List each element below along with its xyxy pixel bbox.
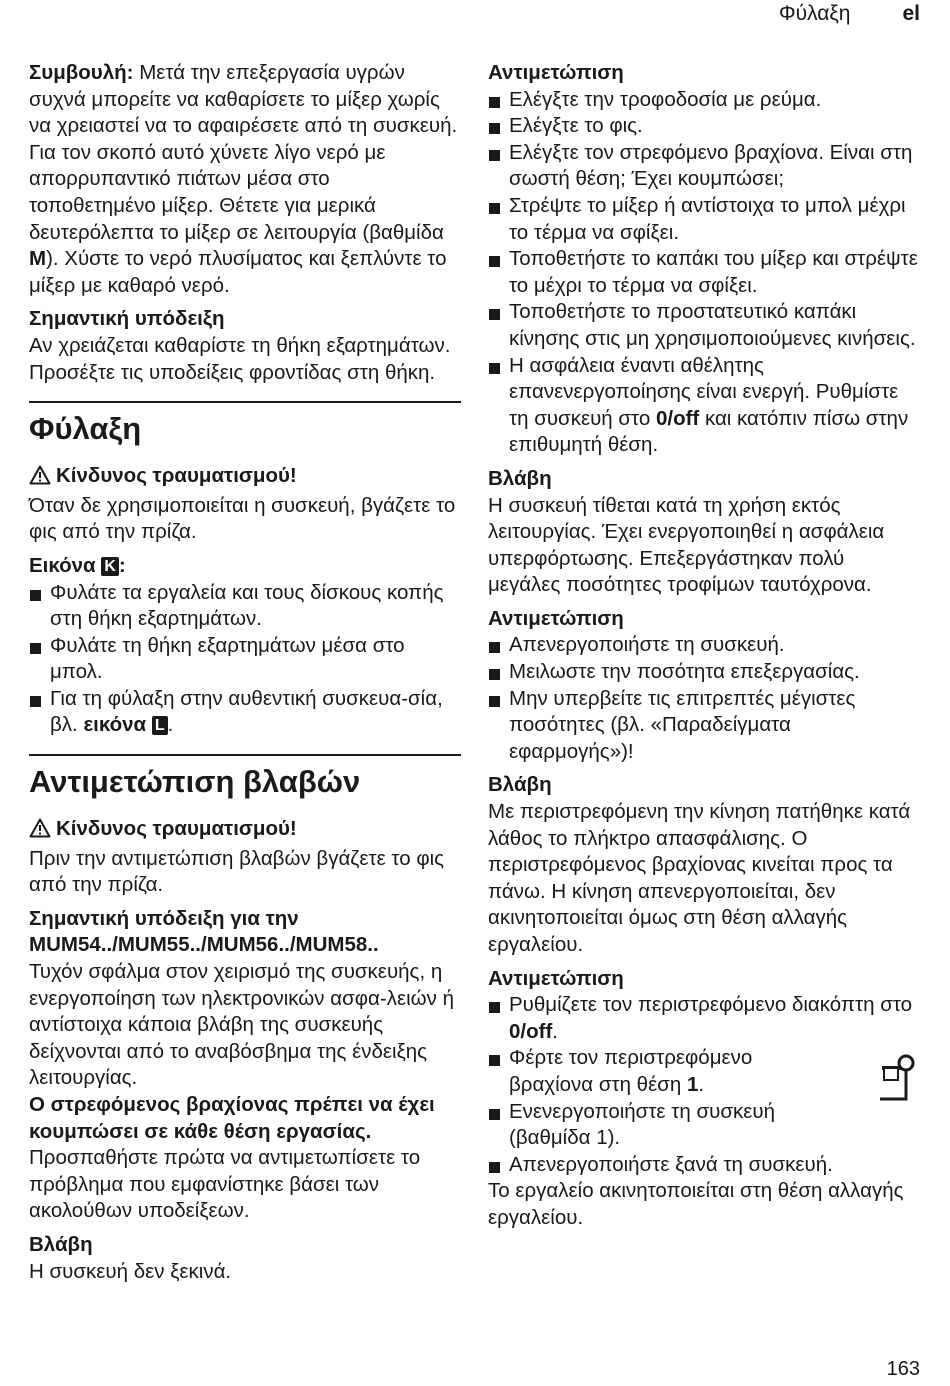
list-item (488, 193, 918, 246)
warning-triangle-icon (29, 465, 51, 493)
storage-warning-text: Όταν δε χρησιμοποιείται η συσκευή, βγάζετε το φις από την πρίζα. (29, 493, 456, 544)
remedy-item-text: Τοποθετήστε το προστατευτικό καπάκι κίνησης στις μη χρησιμοποιούμενες κινήσεις. (509, 300, 916, 350)
storage-list (29, 580, 461, 740)
square-bullet-icon (30, 643, 41, 654)
page-header (779, 2, 920, 26)
storage-item-text: Για τη φύλαξη στην αυθεντική συσκευα-σία, βλ. (50, 686, 443, 737)
remedy-item-bold: 0/off (509, 1019, 553, 1043)
remedy-item-text: Ελέγξτε την τροφοδοσία με ρεύμα. (509, 87, 822, 111)
remedy-list (488, 632, 918, 765)
remedy-item-bold: 1 (686, 1072, 699, 1096)
header-language: el (902, 2, 920, 25)
remedy-item-text: Τοποθετήστε το καπάκι του μίξερ και στρέψτε το μέχρι το τέρμα να σφίξει. (509, 247, 918, 297)
figure-letter-k: K (101, 557, 119, 576)
remedy-item-text: Ελέγξτε τον στρεφόμενο βραχίονα. Είναι στη σωστή θέση; Έχει κουμπώσει; (509, 140, 913, 191)
fault-label: Βλάβη (488, 773, 552, 797)
tip-label: Συμβουλή: (29, 61, 134, 84)
square-bullet-icon (489, 123, 500, 134)
section-divider (29, 754, 461, 756)
storage-warning (29, 463, 461, 493)
tip-text-a: Μετά την επεξεργασία υγρών συχνά μπορείτε να καθαρίσετε το μίξερ χωρίς να χρειαστεί να το αφαιρέσετε από τη συσκευή. Για τον σκοπό αυτό χύνετε λίγο νερό με απορρυπαντικό πιάτων μέσα στο τοποθετημένο μίξερ. Θέτετε για μερικά δευτερόλεπτα το μίξερ σε λειτουργία (βαθμίδα (29, 61, 458, 244)
section-divider (29, 401, 461, 403)
storage-heading: Φύλαξη (29, 411, 142, 447)
square-bullet-icon (489, 363, 500, 374)
remedy-item-text: Ρυθμίζετε τον περιστρεφόμενο διακόπτη στο (509, 993, 913, 1017)
square-bullet-icon (30, 696, 41, 707)
list-item (488, 659, 918, 686)
list-item (29, 686, 461, 739)
tip-text-b: ). Χύστε το νερό πλυσίματος και ξεπλύντε το μίξερ με καθαρό νερό. (29, 247, 447, 297)
list-item (488, 632, 918, 659)
remedy-item-text: Φέρτε τον περιστρεφόμενο βραχίονα στη θέση (509, 1046, 753, 1096)
remedy-item-text: . (698, 1072, 705, 1096)
remedy-item-text: Μην υπερβείτε τις επιτρεπτές μέγιστες ποσότητες (βλ. «Παραδείγματα εφαρμογής»)! (509, 686, 856, 763)
figure-letter-l: L (152, 716, 168, 735)
square-bullet-icon (489, 1055, 500, 1066)
remedy-item-text: Ενενεργοποιήστε τη συσκευή (βαθμίδα 1). (509, 1099, 775, 1150)
square-bullet-icon (489, 1002, 500, 1013)
square-bullet-icon (489, 309, 500, 320)
left-column (29, 60, 461, 1285)
right-column (488, 60, 918, 1232)
square-bullet-icon (489, 642, 500, 653)
remedy-label: Αντιμετώπιση (488, 966, 624, 990)
list-item (488, 1152, 918, 1179)
list-item (488, 140, 918, 193)
page-number: 163 (886, 1358, 920, 1380)
closing-text: Το εργαλείο ακινητοποιείται στη θέση αλλαγής εργαλείου. (488, 1179, 904, 1229)
trouble-warning-text: Πριν την αντιμετώπιση βλαβών βγάζετε το φις από την πρίζα. (29, 846, 445, 897)
storage-item-end: . (167, 713, 174, 737)
remedy-item-bold: 0/off (655, 406, 700, 430)
tip-paragraph (29, 60, 461, 299)
remedy-label: Αντιμετώπιση (488, 61, 624, 84)
square-bullet-icon (30, 590, 41, 601)
remedy-item-text: Απενεργοποιήστε τη συσκευή. (509, 633, 785, 657)
remedy-item-text: και κατόπιν πίσω στην επιθυμητή θέση. (509, 406, 909, 457)
arm-notice: Ο στρεφόμενος βραχίονας πρέπει να έχει κουμπώσει σε κάθε θέση εργασίας. (29, 1093, 435, 1143)
list-item (488, 246, 918, 299)
list-item (488, 1099, 918, 1152)
remedy-steps-block (488, 992, 918, 1178)
swivel-arm-position-icon (878, 1052, 918, 1112)
square-bullet-icon (489, 669, 500, 680)
note-text: Αν χρειάζεται καθαρίστε τη θήκη εξαρτημάτων. Προσέξτε τις υποδείξεις φροντίδας στη θήκη. (29, 333, 451, 384)
tip-bold: M (29, 247, 47, 271)
list-item (488, 353, 918, 459)
trouble-warning-label: Κίνδυνος τραυματισμού! (56, 817, 297, 841)
header-section: Φύλαξη (778, 2, 851, 25)
remedy-item-text: Στρέψτε το μίξερ ή αντίστοιχα το μπολ μέχρι το τέρμα να σφίξει. (509, 193, 906, 244)
remedy-item-text: Η ασφάλεια έναντι αθέλητης επανενεργοποίησης είναι ενεργή. Ρυθμίστε τη συσκευή στο (509, 353, 899, 430)
note-title: Σημαντική υπόδειξη (29, 307, 225, 331)
square-bullet-icon (489, 1109, 500, 1120)
fault-label: Βλάβη (29, 1232, 93, 1256)
storage-item-bold: εικόνα (83, 713, 152, 737)
square-bullet-icon (489, 1162, 500, 1173)
list-item (488, 87, 918, 114)
troubleshooting-heading: Αντιμετώπιση βλαβών (29, 764, 361, 800)
square-bullet-icon (489, 97, 500, 108)
remedy-item-text: Απενεργοποιήστε ξανά τη συσκευή. (509, 1152, 833, 1176)
figure-colon: : (118, 553, 126, 577)
square-bullet-icon (489, 696, 500, 707)
list-item (488, 1045, 918, 1098)
remedy-item-text: Ελέγξτε το φις. (509, 114, 643, 138)
important-text: Τυχόν σφάλμα στον χειρισμό της συσκευής, η ενεργοποίηση των ηλεκτρονικών ασφα-λειών ή αντίστοιχα κάποια βλάβη της συσκευής δείχνονται από το αναβόσβημα της ένδειξης λειτουργίας. (29, 960, 454, 1090)
remedy-list (488, 992, 918, 1178)
figure-label: Εικόνα (29, 553, 102, 577)
fault-text: Με περιστρεφόμενη την κίνηση πατήθηκε κατά λάθος το πλήκτρο απασφάλισης. Ο περιστρεφόμενος βραχίονας κινείται προς τα πάνω. Η κίνηση απενεργοποιείται, δεν ακινητοποιείται όμως στη θέση αλλαγής εργαλείου. (488, 800, 911, 956)
storage-item-text: Φυλάτε τη θήκη εξαρτημάτων μέσα στο μπολ. (50, 633, 405, 684)
remedy-item-text: . (552, 1019, 558, 1043)
list-item (29, 580, 461, 633)
warning-triangle-icon (29, 818, 51, 846)
trouble-warning (29, 816, 461, 846)
square-bullet-icon (489, 150, 500, 161)
list-item (488, 299, 918, 352)
remedy-item-text: Μειλωστε την ποσότητα επεξεργασίας. (509, 660, 860, 684)
remedy-list (488, 87, 918, 459)
remedy-label: Αντιμετώπιση (488, 606, 624, 630)
list-item (488, 113, 918, 140)
important-title: Σημαντική υπόδειξη για την MUM54../MUM55../MUM56../MUM58.. (29, 906, 379, 957)
list-item (488, 992, 918, 1045)
storage-item-text: Φυλάτε τα εργαλεία και τους δίσκους κοπής στη θήκη εξαρτημάτων. (50, 580, 444, 631)
fault-text: Η συσκευή τίθεται κατά τη χρήση εκτός λειτουργίας. Έχει ενεργοποιηθεί η ασφάλεια υπερφόρτωσης. Επεξεργάστηκαν πολύ μεγάλες ποσότητες τροφίμων ταυτόχρονα. (488, 493, 885, 597)
square-bullet-icon (489, 203, 500, 214)
fault-text: Η συσκευή δεν ξεκινά. (29, 1259, 232, 1283)
figure-reference (29, 553, 461, 580)
storage-warning-label: Κίνδυνος τραυματισμού! (56, 464, 297, 488)
list-item (488, 686, 918, 766)
square-bullet-icon (489, 256, 500, 267)
fault-label: Βλάβη (488, 466, 552, 490)
arm-text: Προσπαθήστε πρώτα να αντιμετωπίσετε το πρόβλημα που εμφανίστηκε βάσει των ακολούθων υποδείξεων. (29, 1146, 421, 1223)
list-item (29, 633, 461, 686)
